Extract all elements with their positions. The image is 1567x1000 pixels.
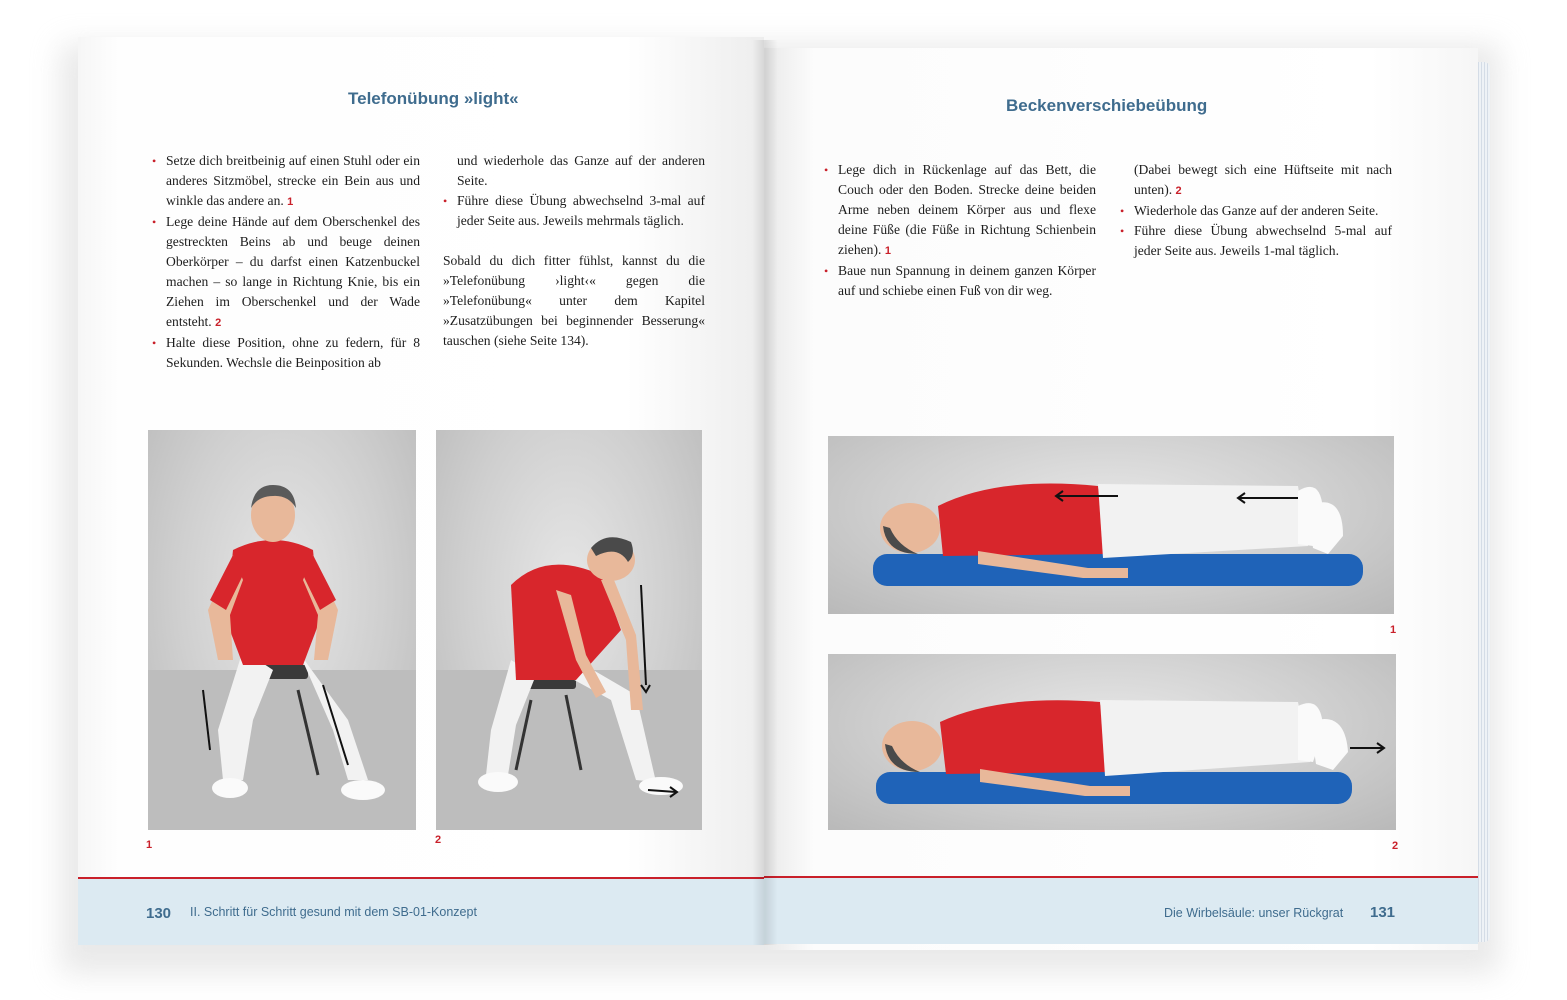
right-page-title: Beckenverschiebeübung bbox=[1006, 96, 1208, 115]
continued-text: und wiederhole das Ganze auf der anderen Seite. bbox=[457, 153, 705, 188]
page-number: 131 bbox=[1370, 904, 1396, 921]
figure-label: 2 bbox=[1392, 840, 1399, 852]
left-column-2 bbox=[443, 151, 705, 351]
continued-text: (Dabei bewegt sich eine Hüftseite mit nach unten). 2 bbox=[1134, 162, 1392, 197]
list-item: • Wiederhole das Ganze auf der anderen Seite. bbox=[1120, 201, 1392, 221]
lying-figure-illustration bbox=[828, 436, 1394, 614]
exercise-photo-lying-2 bbox=[828, 654, 1396, 830]
figure-label: 1 bbox=[146, 839, 153, 851]
exercise-photo-lying-1 bbox=[828, 436, 1394, 614]
right-page bbox=[764, 48, 1478, 950]
list-item: • Führe diese Übung abwechselnd 3-mal auf jeder Seite aus. Jeweils mehrmals täglich. bbox=[443, 191, 705, 231]
list-item: • Halte diese Position, ohne zu federn, für 8 Sekunden. Wechsle die Beinposition ab bbox=[152, 333, 420, 373]
book-gutter bbox=[752, 40, 778, 945]
left-page bbox=[78, 37, 764, 945]
right-column-1 bbox=[824, 160, 1096, 301]
bending-figure-illustration bbox=[436, 430, 702, 830]
left-page-title: Telefonübung »light« bbox=[348, 89, 519, 108]
list-item: • Lege dich in Rückenlage auf das Bett, die Couch oder den Boden. Strecke deine beiden Arme neben deinem Körper aus und flexe deine Füße (die Füße in Richtung Schienbein ziehen). 1 bbox=[824, 160, 1096, 261]
figure-label: 1 bbox=[1390, 624, 1397, 636]
exercise-photo-bending bbox=[436, 430, 702, 830]
lying-figure-illustration bbox=[828, 654, 1396, 830]
list-item: • Lege deine Hände auf dem Oberschenkel des gestreckten Beins ab und beuge deinen Oberkörper – du darfst einen Katzenbuckel machen – so lange in Richtung Knie, bis ein Ziehen im Oberschenkel und der Wade entsteht. 2 bbox=[152, 212, 420, 333]
page-number: 130 bbox=[146, 905, 172, 922]
list-item: • Setze dich breitbeinig auf einen Stuhl oder ein anderes Sitzmöbel, strecke ein Bein aus und winkle das andere an. 1 bbox=[152, 151, 420, 212]
right-column-2 bbox=[1120, 160, 1392, 261]
running-title: Die Wirbelsäule: unser Rückgrat bbox=[1164, 906, 1344, 920]
running-title: II. Schritt für Schritt gesund mit dem SB-01-Konzept bbox=[190, 905, 477, 919]
figure-label: 2 bbox=[435, 834, 442, 846]
exercise-photo-seated bbox=[148, 430, 416, 830]
left-column-1 bbox=[152, 151, 420, 373]
paragraph: Sobald du dich fitter fühlst, kannst du die »Telefonübung ›light‹« gegen die »Telefonübung« unter dem Kapitel »Zusatzübungen bei beginnender Besserung« tauschen (siehe Seite 134). bbox=[443, 253, 705, 348]
list-item: • Führe diese Übung abwechselnd 5-mal auf jeder Seite aus. Jeweils 1-mal täglich. bbox=[1120, 221, 1392, 261]
seated-figure-illustration bbox=[148, 430, 416, 830]
list-item: • Baue nun Spannung in deinem ganzen Körper auf und schiebe einen Fuß von dir weg. bbox=[824, 261, 1096, 301]
